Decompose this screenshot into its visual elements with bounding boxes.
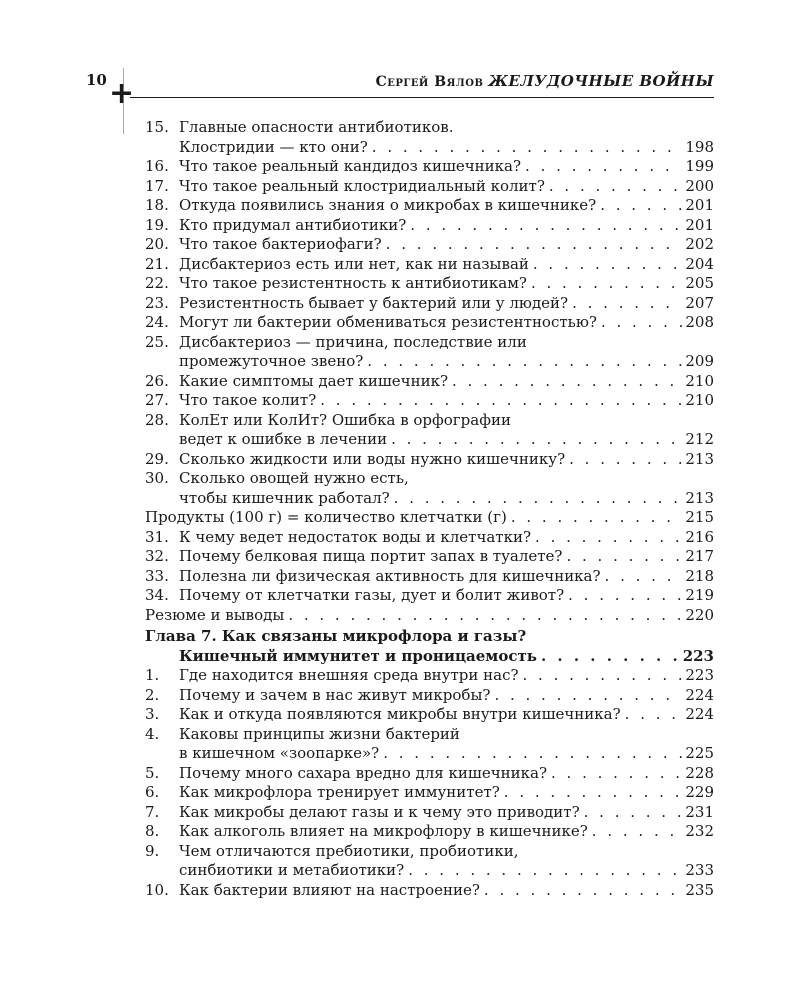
entry-page: 229 <box>685 783 714 801</box>
toc-entry <box>145 508 714 528</box>
entry-title: Как алкоголь влияет на микрофлору в кишечнике? <box>179 822 588 840</box>
toc-entry <box>145 528 714 548</box>
entry-number: 32. <box>145 547 169 565</box>
entry-page: 201 <box>685 215 714 234</box>
entry-title: Полезна ли физическая активность для кишечника? <box>179 566 601 585</box>
entry-title: Как микробы делают газы и к чему это приводит? <box>179 802 580 821</box>
toc-entry <box>145 118 714 138</box>
entry-page: 213 <box>685 488 714 507</box>
entry-number: 23. <box>145 293 169 312</box>
entry-page: 228 <box>685 763 714 782</box>
toc-entry <box>145 803 714 823</box>
entry-number: 29. <box>145 449 169 468</box>
entry-number: 6. <box>145 783 160 801</box>
entry-title: промежуточное звено? <box>179 352 364 370</box>
entry-page: 202 <box>685 235 714 253</box>
entry-page: 205 <box>685 274 714 292</box>
entry-number: 7. <box>145 802 160 821</box>
entry-title: Дисбактериоз — причина, последствие или <box>179 332 527 351</box>
entry-page: 198 <box>685 137 714 156</box>
toc-entry <box>145 352 714 372</box>
leader-dots <box>511 508 683 528</box>
entry-page: 215 <box>685 508 714 526</box>
entry-number: 16. <box>145 157 169 175</box>
toc-entry <box>145 391 714 411</box>
toc-entry <box>145 430 714 450</box>
entry-page: 210 <box>685 371 714 390</box>
entry-title: Каковы принципы жизни бактерий <box>179 724 460 743</box>
entry-title: Где находится внешняя среда внутри нас? <box>179 666 519 684</box>
entry-title: Резюме и выводы <box>145 605 285 624</box>
entry-page: 231 <box>685 802 714 821</box>
leader-dots <box>551 764 682 784</box>
entry-page: 223 <box>685 666 714 684</box>
leader-dots <box>605 567 683 587</box>
entry-title: в кишечном «зоопарке»? <box>179 744 380 762</box>
entry-page: 207 <box>685 293 714 312</box>
leader-dots <box>600 196 682 216</box>
entry-title: Как микрофлора тренирует иммунитет? <box>179 783 500 801</box>
leader-dots <box>566 547 682 567</box>
leader-dots <box>568 586 682 606</box>
page-number: 10 <box>86 71 107 89</box>
entry-number: 22. <box>145 274 169 292</box>
entry-number: 18. <box>145 196 169 214</box>
entry-number: 2. <box>145 685 160 704</box>
leader-dots <box>625 705 683 725</box>
leader-dots <box>601 313 682 333</box>
toc-entry <box>145 606 714 626</box>
toc-entry <box>145 255 714 275</box>
leader-dots <box>410 216 682 236</box>
toc-entry <box>145 411 714 431</box>
chapter-title-line2: Кишечный иммунитет и проницаемость <box>179 646 537 665</box>
leader-dots <box>372 138 683 158</box>
toc-entry <box>145 686 714 706</box>
leader-dots <box>367 352 682 372</box>
entry-page: 235 <box>685 880 714 899</box>
toc-entry <box>145 744 714 764</box>
entry-title: Почему от клетчатки газы, дует и болит живот? <box>179 586 565 604</box>
chapter-page: 223 <box>682 646 714 665</box>
leader-dots <box>391 430 682 450</box>
entry-page: 210 <box>685 391 714 409</box>
toc-entry <box>145 333 714 353</box>
toc-entry <box>145 705 714 725</box>
leader-dots <box>452 372 682 392</box>
entry-number: 19. <box>145 215 169 234</box>
toc-entry <box>145 567 714 587</box>
entry-page: 220 <box>685 605 714 624</box>
header-author: Сергей Вялов <box>375 74 484 90</box>
leader-dots <box>592 822 683 842</box>
leader-dots <box>504 783 683 803</box>
entry-page: 225 <box>685 744 714 762</box>
entry-title: Сколько овощей нужно есть, <box>179 469 409 487</box>
entry-page: 216 <box>685 527 714 546</box>
toc-entry <box>145 586 714 606</box>
entry-title: Что такое резистентность к антибиотикам? <box>179 274 527 292</box>
leader-dots <box>288 606 682 626</box>
header-rule <box>130 97 714 98</box>
toc-section-7 <box>145 666 714 900</box>
entry-title: ведет к ошибке в лечении <box>179 430 388 448</box>
toc-entry <box>145 861 714 881</box>
toc-entry <box>145 138 714 158</box>
toc-entry <box>145 216 714 236</box>
entry-page: 219 <box>685 586 714 604</box>
entry-title: чтобы кишечник работал? <box>179 488 390 507</box>
leader-dots <box>572 294 682 314</box>
leader-dots <box>584 803 683 823</box>
toc-entry <box>145 881 714 901</box>
entry-number: 9. <box>145 841 160 860</box>
leader-dots <box>394 489 683 509</box>
entry-page: 204 <box>685 254 714 273</box>
entry-title: Как бактерии влияют на настроение? <box>179 880 480 899</box>
leader-dots <box>569 450 682 470</box>
entry-title: КолЕт или КолИт? Ошибка в орфографии <box>179 410 511 429</box>
leader-dots <box>533 255 682 275</box>
entry-number: 20. <box>145 235 169 253</box>
leader-dots <box>408 861 682 881</box>
entry-number: 8. <box>145 822 160 840</box>
toc-entry <box>145 450 714 470</box>
entry-number: 33. <box>145 566 169 585</box>
entry-page: 232 <box>685 822 714 840</box>
toc-entry <box>145 469 714 489</box>
entry-number: 21. <box>145 254 169 273</box>
entry-number: 25. <box>145 332 169 351</box>
entry-page: 224 <box>685 685 714 704</box>
entry-number: 31. <box>145 527 169 546</box>
entry-number: 28. <box>145 410 169 429</box>
leader-dots <box>523 666 683 686</box>
leader-dots <box>525 157 682 177</box>
entry-title: Могут ли бактерии обмениваться резистентностью? <box>179 313 597 331</box>
entry-title: Клостридии — кто они? <box>179 137 368 156</box>
toc-entry <box>145 235 714 255</box>
entry-page: 217 <box>685 547 714 565</box>
leader-dots <box>386 235 683 255</box>
leader-dots <box>531 274 682 294</box>
chapter-heading <box>145 627 714 647</box>
toc-entry <box>145 764 714 784</box>
entry-title: Чем отличаются пребиотики, пробиотики, <box>179 841 519 860</box>
entry-number: 3. <box>145 705 160 723</box>
toc-entry <box>145 489 714 509</box>
toc-entry <box>145 842 714 862</box>
entry-number: 27. <box>145 391 169 409</box>
entry-title: Почему и зачем в нас живут микробы? <box>179 685 491 704</box>
toc-entry <box>145 196 714 216</box>
toc-entry <box>145 177 714 197</box>
entry-title: Что такое бактериофаги? <box>179 235 382 253</box>
entry-page: 209 <box>685 352 714 370</box>
leader-dots <box>383 744 682 764</box>
leader-dots <box>320 391 682 411</box>
entry-number: 26. <box>145 371 169 390</box>
leader-dots <box>494 686 682 706</box>
entry-number: 15. <box>145 118 169 136</box>
entry-title: Почему много сахара вредно для кишечника? <box>179 763 547 782</box>
entry-number: 1. <box>145 666 160 684</box>
entry-page: 224 <box>685 705 714 723</box>
entry-title: Кто придумал антибиотики? <box>179 215 407 234</box>
plus-mark-icon: + <box>109 76 135 111</box>
toc-entry <box>145 725 714 745</box>
entry-title: Дисбактериоз есть или нет, как ни называй <box>179 254 529 273</box>
entry-title: Что такое реальный кандидоз кишечника? <box>179 157 522 175</box>
entry-number: 10. <box>145 880 169 899</box>
entry-title: Какие симптомы дает кишечник? <box>179 371 448 390</box>
leader-dots <box>535 528 682 548</box>
entry-title: Как и откуда появляются микробы внутри кишечника? <box>179 705 621 723</box>
toc-entry <box>145 313 714 333</box>
entry-title: Почему белковая пища портит запах в туалете? <box>179 547 563 565</box>
toc-entry <box>145 157 714 177</box>
entry-number: 30. <box>145 469 169 487</box>
entry-page: 200 <box>685 176 714 195</box>
chapter-heading-line2 <box>145 647 714 667</box>
toc-section-6 <box>145 118 714 625</box>
entry-number: 4. <box>145 724 160 743</box>
entry-page: 233 <box>685 861 714 879</box>
entry-title: Резистентность бывает у бактерий или у людей? <box>179 293 569 312</box>
entry-title: Что такое колит? <box>179 391 317 409</box>
entry-page: 201 <box>685 196 714 214</box>
entry-number: 17. <box>145 176 169 195</box>
toc-entry <box>145 666 714 686</box>
entry-title: Главные опасности антибиотиков. <box>179 118 454 136</box>
entry-page: 218 <box>685 566 714 585</box>
entry-title: синбиотики и метабиотики? <box>179 861 405 879</box>
entry-title: Продукты (100 г) = количество клетчатки (г) <box>145 508 507 526</box>
leader-dots <box>541 647 680 667</box>
toc-entry <box>145 372 714 392</box>
toc-entry <box>145 294 714 314</box>
toc-entry <box>145 274 714 294</box>
entry-title: Что такое реальный клостридиальный колит? <box>179 176 545 195</box>
entry-title: Сколько жидкости или воды нужно кишечнику? <box>179 449 566 468</box>
toc-entry <box>145 822 714 842</box>
entry-page: 212 <box>685 430 714 448</box>
chapter-title-line1: Глава 7. Как связаны микрофлора и газы? <box>145 627 527 645</box>
entry-page: 208 <box>685 313 714 331</box>
entry-number: 34. <box>145 586 169 604</box>
leader-dots <box>484 881 682 901</box>
running-header <box>376 72 714 90</box>
entry-page: 199 <box>685 157 714 175</box>
entry-page: 213 <box>685 449 714 468</box>
entry-number: 24. <box>145 313 169 331</box>
toc-entry <box>145 783 714 803</box>
table-of-contents <box>145 118 714 900</box>
leader-dots <box>549 177 682 197</box>
entry-title: К чему ведет недостаток воды и клетчатки? <box>179 527 532 546</box>
entry-number: 5. <box>145 763 160 782</box>
entry-title: Откуда появились знания о микробах в кишечнике? <box>179 196 597 214</box>
toc-entry <box>145 547 714 567</box>
header-book-title: ЖЕЛУДОЧНЫЕ ВОЙНЫ <box>488 72 714 90</box>
